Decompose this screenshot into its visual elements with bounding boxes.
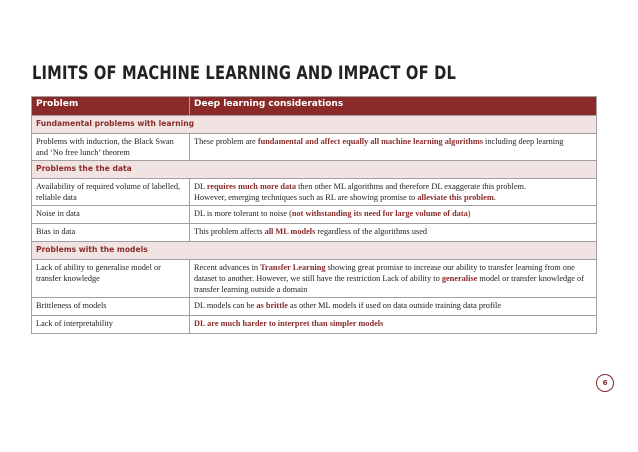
problem-cell: Lack of ability to generalise model or transfer knowledge [32, 260, 190, 298]
consideration-cell: These problem are fundamental and affect equally all machine learning algorithms including deep learning [190, 134, 597, 161]
consideration-cell: DL is more tolerant to noise (not withstanding its need for large volume of data) [190, 206, 597, 224]
section-data: Problems the the data [32, 161, 597, 179]
header-problem: Problem [32, 97, 190, 116]
table-row [32, 134, 597, 161]
section-fundamental: Fundamental problems with learning [32, 116, 597, 134]
table-header-row [32, 97, 597, 116]
section-row [32, 242, 597, 260]
section-row [32, 161, 597, 179]
page-number-badge: 6 [596, 374, 614, 392]
table-row [32, 298, 597, 316]
header-considerations: Deep learning considerations [190, 97, 597, 116]
limits-table [31, 96, 597, 334]
consideration-cell: Recent advances in Transfer Learning showing great promise to increase our ability to transfer learning from one dataset to another. However, we still have the restriction Lack of ability to generalise model or transfer knowledge of transfer learning outside a domain [190, 260, 597, 298]
table-row [32, 260, 597, 298]
problem-cell: Problems with induction, the Black Swan and ‘No free lunch’ theorem [32, 134, 190, 161]
consideration-cell: DL requires much more data then other ML algorithms and therefore DL exaggerate this problem. However, emerging techniques such as RL are showing promise to alleviate this problem. [190, 179, 597, 206]
section-row [32, 116, 597, 134]
table-row [32, 316, 597, 334]
consideration-cell: DL are much harder to interpret than simpler models [190, 316, 597, 334]
table-row [32, 206, 597, 224]
problem-cell: Availability of required volume of labelled, reliable data [32, 179, 190, 206]
table-row [32, 179, 597, 206]
slide-title: LIMITS OF MACHINE LEARNING AND IMPACT OF DL [32, 62, 457, 84]
problem-cell: Bias in data [32, 224, 190, 242]
consideration-cell: This problem affects all ML models regardless of the algorithms used [190, 224, 597, 242]
problem-cell: Lack of interpretability [32, 316, 190, 334]
consideration-cell: DL models can be as brittle as other ML models if used on data outside training data profile [190, 298, 597, 316]
problem-cell: Noise in data [32, 206, 190, 224]
problem-cell: Brittleness of models [32, 298, 190, 316]
table-row [32, 224, 597, 242]
section-models: Problems with the models [32, 242, 597, 260]
